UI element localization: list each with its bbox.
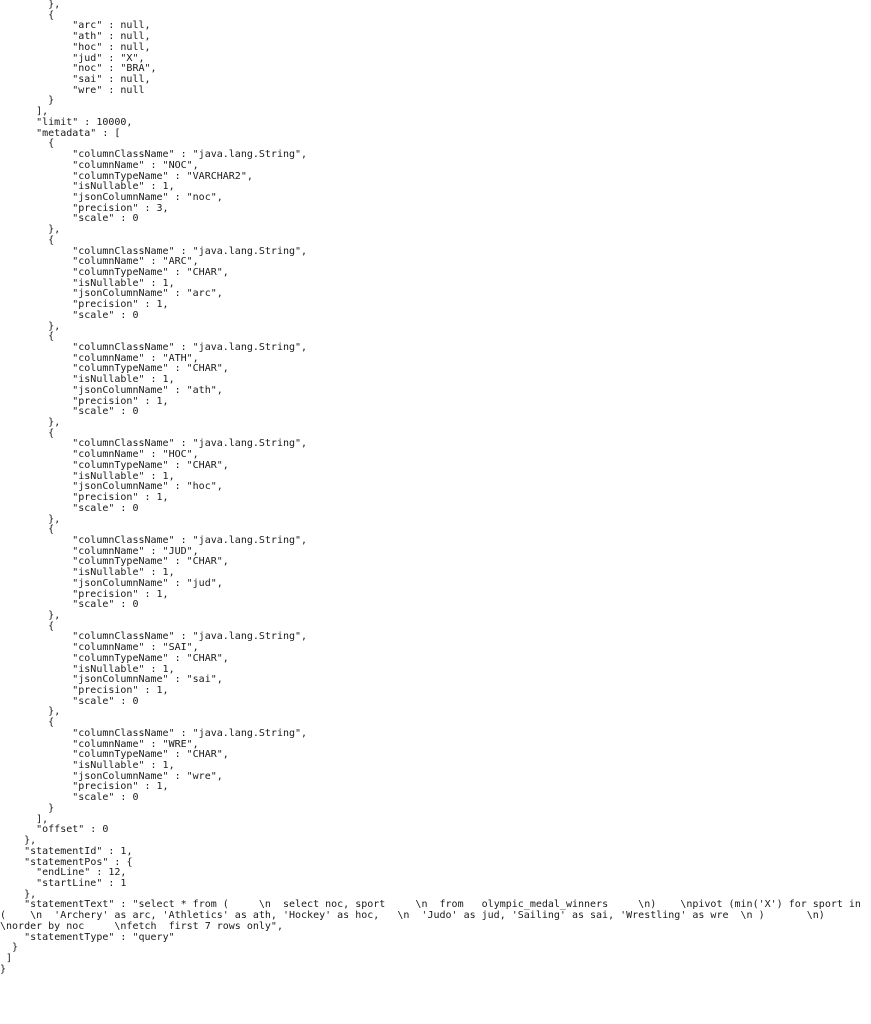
json-line: "isNullable" : 1, <box>0 760 175 772</box>
json-line: "columnName" : "ARC", <box>0 256 199 268</box>
json-line: "scale" : 0 <box>0 502 139 514</box>
json-line: "scale" : 0 <box>0 309 139 321</box>
json-line: "columnName" : "JUD", <box>0 545 199 557</box>
json-line: "columnTypeName" : "CHAR", <box>0 749 229 761</box>
json-line: "arc" : null, <box>0 20 151 32</box>
json-line: } <box>0 95 55 107</box>
json-line: "jud" : "X", <box>0 52 145 64</box>
json-line: "jsonColumnName" : "wre", <box>0 770 223 782</box>
json-line: "statementId" : 1, <box>0 845 133 857</box>
json-line: "hoc" : null, <box>0 41 151 53</box>
json-line: "columnName" : "WRE", <box>0 738 199 750</box>
json-line: "precision" : 1, <box>0 395 169 407</box>
json-line: "isNullable" : 1, <box>0 567 175 579</box>
json-line: }, <box>0 609 61 621</box>
json-line: "columnTypeName" : "CHAR", <box>0 266 229 278</box>
json-line: "columnName" : "ATH", <box>0 352 199 364</box>
json-line: { <box>0 427 55 439</box>
json-line: "columnName" : "NOC", <box>0 159 199 171</box>
json-line: "scale" : 0 <box>0 792 139 804</box>
json-line: "jsonColumnName" : "ath", <box>0 384 223 396</box>
json-line: "startLine" : 1 <box>0 877 127 889</box>
json-line: }, <box>0 835 37 847</box>
json-line: }, <box>0 706 61 718</box>
json-line: }, <box>0 224 61 236</box>
json-line: "columnTypeName" : "CHAR", <box>0 459 229 471</box>
json-line: "columnClassName" : "java.lang.String", <box>0 438 308 450</box>
json-line: "isNullable" : 1, <box>0 663 175 675</box>
json-line: { <box>0 234 55 246</box>
json-line: }, <box>0 320 61 332</box>
json-line: "precision" : 1, <box>0 588 169 600</box>
json-line: "limit" : 10000, <box>0 116 133 128</box>
json-line: "columnClassName" : "java.lang.String", <box>0 727 308 739</box>
json-line: "statementPos" : { <box>0 856 133 868</box>
json-line: ] <box>0 952 13 964</box>
json-line: "precision" : 3, <box>0 202 169 214</box>
json-line: ], <box>0 106 49 118</box>
json-line: "precision" : 1, <box>0 685 169 696</box>
json-line: { <box>0 138 55 150</box>
json-line: "columnTypeName" : "CHAR", <box>0 363 229 375</box>
json-line: "sai" : null, <box>0 74 151 86</box>
json-line: { <box>0 620 55 632</box>
json-line: "jsonColumnName" : "arc", <box>0 288 223 300</box>
json-line: "isNullable" : 1, <box>0 277 175 289</box>
json-line: "metadata" : [ <box>0 127 121 139</box>
json-line: "precision" : 1, <box>0 299 169 311</box>
json-line: "scale" : 0 <box>0 213 139 225</box>
json-line: "columnTypeName" : "CHAR", <box>0 652 229 664</box>
json-line: "columnClassName" : "java.lang.String", <box>0 149 308 161</box>
json-line: { <box>0 331 55 343</box>
json-line: } <box>0 942 19 954</box>
json-line: }, <box>0 888 37 900</box>
json-line: "statementType" : "query" <box>0 931 175 943</box>
json-line: "columnTypeName" : "VARCHAR2", <box>0 170 253 182</box>
json-line: "columnTypeName" : "CHAR", <box>0 556 229 568</box>
json-line: "scale" : 0 <box>0 695 139 707</box>
json-line: "jsonColumnName" : "noc", <box>0 191 223 203</box>
json-line: "columnClassName" : "java.lang.String", <box>0 631 308 643</box>
json-line: "ath" : null, <box>0 31 151 43</box>
json-line: "precision" : 1, <box>0 781 169 793</box>
json-line: "isNullable" : 1, <box>0 181 175 193</box>
json-line: "precision" : 1, <box>0 492 169 504</box>
json-line: "jsonColumnName" : "hoc", <box>0 481 223 493</box>
json-line: "columnName" : "SAI", <box>0 642 199 654</box>
json-line: "endLine" : 12, <box>0 867 127 879</box>
json-line: "jsonColumnName" : "jud", <box>0 577 223 589</box>
json-line: "isNullable" : 1, <box>0 374 175 386</box>
json-line: "columnName" : "HOC", <box>0 449 199 461</box>
json-line: } <box>0 802 55 814</box>
json-line: "columnClassName" : "java.lang.String", <box>0 245 308 257</box>
json-line: { <box>0 524 55 536</box>
json-line: "offset" : 0 <box>0 824 109 836</box>
json-line: } <box>0 963 7 975</box>
json-line: "noc" : "BRA", <box>0 63 157 75</box>
json-line: "isNullable" : 1, <box>0 470 175 482</box>
json-line: "scale" : 0 <box>0 599 139 611</box>
json-line: "columnClassName" : "java.lang.String", <box>0 342 308 353</box>
json-line: ], <box>0 813 49 825</box>
json-line: { <box>0 9 55 21</box>
json-line: "jsonColumnName" : "sai", <box>0 674 223 686</box>
json-line: }, <box>0 417 61 429</box>
json-line: { <box>0 717 55 729</box>
json-line: "wre" : null <box>0 84 145 96</box>
json-line: }, <box>0 0 61 10</box>
json-line: "columnClassName" : "java.lang.String", <box>0 534 308 546</box>
json-line: "statementText" : "select * from ( \n select noc, sport \n from olympic_medal_winners \n) \npivot (min('X') for sport in ( \n 'Archery' as arc, 'Athletics' as ath, 'Hockey' as hoc, \n 'Judo' as jud, 'Sailing' as sai, 'Wrestling' as wre \n ) \n) \norder by noc \nfetch first 7 rows only", <box>0 899 867 932</box>
json-line: "scale" : 0 <box>0 406 139 418</box>
json-line: }, <box>0 513 61 525</box>
